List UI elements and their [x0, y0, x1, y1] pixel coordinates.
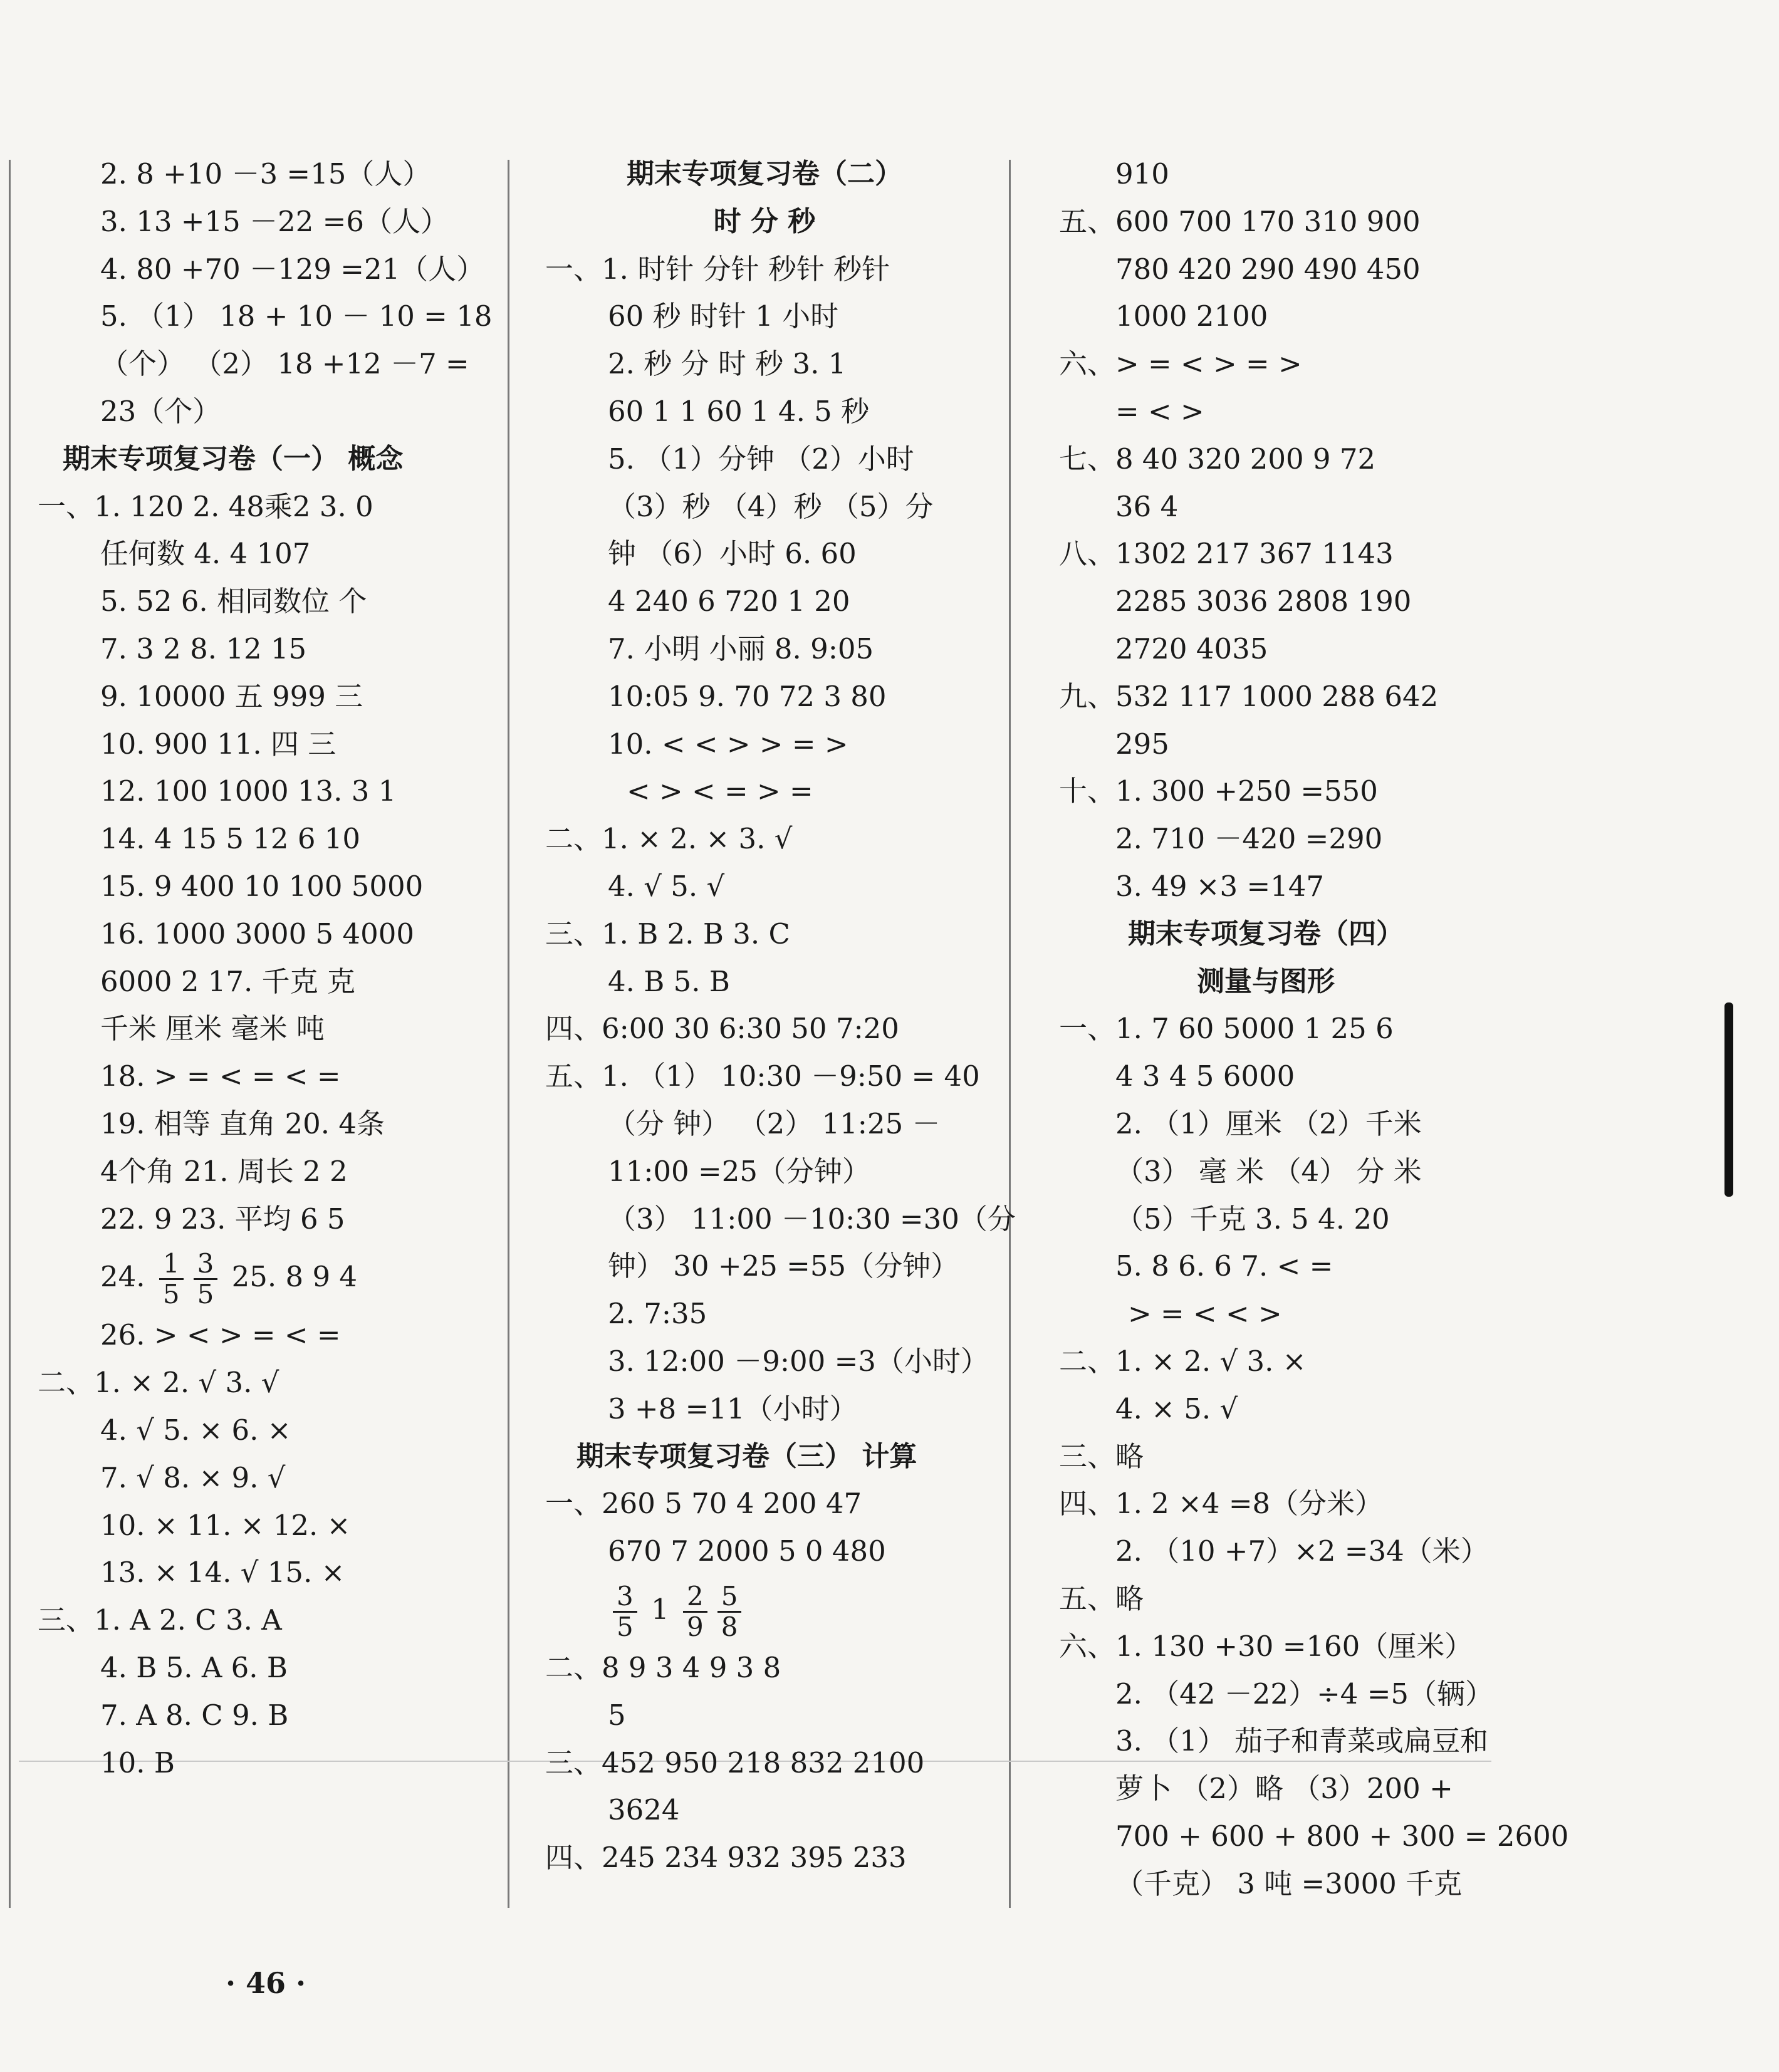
answer-line: 2720 4035 — [1115, 632, 1268, 665]
answer-line: 钟） 30 +25 =55（分钟） — [608, 1249, 959, 1283]
answer-line: （3）秒 （4）秒 （5）分 — [608, 489, 934, 523]
answer-line: 4. √ 5. × 6. × — [100, 1413, 291, 1447]
answer-line: 19. 相等 直角 20. 4条 — [100, 1106, 385, 1140]
answer-line: 5. （1）分钟 （2）小时 — [608, 442, 914, 476]
answer-line: 一、1. 时针 分针 秒针 秒针 — [545, 252, 890, 286]
answer-column-1 — [0, 150, 501, 1786]
answer-line: 7. 3 2 8. 12 15 — [100, 632, 307, 665]
section-heading: 期末专项复习卷（三） 计算 — [576, 1440, 917, 1472]
answer-line: 三、略 — [1059, 1439, 1144, 1473]
answer-line: 12. 100 1000 13. 3 1 — [100, 774, 397, 808]
answer-line — [0, 1242, 501, 1311]
answer-line: 60 秒 时针 1 小时 — [608, 299, 839, 333]
answer-line: 700 + 600 + 800 + 300 = 2600 — [1115, 1819, 1569, 1853]
answer-line: （个） （2） 18 +12 －7 = — [100, 347, 469, 381]
answer-line: = < > — [1115, 394, 1204, 428]
answer-line: 任何数 4. 4 107 — [100, 537, 311, 571]
fraction-numerator: 1 — [159, 1249, 184, 1280]
answer-line: 七、8 40 320 200 9 72 — [1059, 442, 1376, 476]
answer-line: 五、600 700 170 310 900 — [1059, 204, 1421, 238]
answer-line: 十、1. 300 +250 =550 — [1059, 774, 1378, 808]
answer-line: 4 240 6 720 1 20 — [608, 585, 850, 618]
answer-column-3 — [1028, 150, 1569, 1907]
fraction-numerator: 3 — [613, 1582, 637, 1613]
answer-line: 1000 2100 — [1115, 299, 1268, 333]
answer-line: 7. √ 8. × 9. √ — [100, 1460, 286, 1494]
answer-line: 二、8 9 3 4 9 3 8 — [545, 1650, 781, 1684]
answer-line: 295 — [1115, 727, 1169, 761]
page-number: · 46 · — [226, 1966, 306, 2000]
fraction — [194, 1249, 218, 1309]
answer-line: 2. （10 +7）×2 =34（米） — [1115, 1534, 1489, 1568]
answer-line: 5. 52 6. 相同数位 个 — [100, 585, 367, 618]
answer-line: < > < = > = — [627, 774, 813, 808]
answer-line: 五、1. （1） 10:30 －9:50 = 40 — [545, 1059, 980, 1093]
answer-line: 一、1. 7 60 5000 1 25 6 — [1059, 1012, 1394, 1046]
answer-line: 3. 13 +15 －22 =6（人） — [100, 204, 449, 238]
answer-line: 6000 2 17. 千克 克 — [100, 964, 355, 998]
answer-line: 4个角 21. 周长 2 2 — [100, 1154, 348, 1188]
answer-line: 九、532 117 1000 288 642 — [1059, 679, 1439, 713]
answer-line: 4. 80 +70 －129 =21（人） — [100, 252, 485, 286]
answer-line: （分 钟） （2） 11:25 － — [608, 1106, 941, 1140]
answer-line: 36 4 — [1115, 489, 1179, 523]
answer-line: 2285 3036 2808 190 — [1115, 585, 1412, 618]
answer-line: 2. 秒 分 时 秒 3. 1 — [608, 347, 847, 381]
answer-line: 2. （1）厘米 （2）千米 — [1115, 1106, 1422, 1140]
answer-line: > = < < > — [1128, 1297, 1282, 1331]
answer-line: （3） 11:00 －10:30 =30（分 — [608, 1202, 1016, 1236]
item-number: 24. — [100, 1260, 154, 1294]
answer-line: 4 3 4 5 6000 — [1115, 1059, 1295, 1093]
answer-line: 10:05 9. 70 72 3 80 — [608, 679, 887, 713]
answer-line: 22. 9 23. 平均 6 5 — [100, 1202, 345, 1236]
answer-line: 2. 710 －420 =290 — [1115, 822, 1383, 856]
answer-line: 14. 4 15 5 12 6 10 — [100, 822, 361, 856]
answer-line: 910 — [1115, 157, 1169, 190]
answer-line: 四、6:00 30 6:30 50 7:20 — [545, 1012, 899, 1046]
answer-line: 3 +8 =11（小时） — [608, 1392, 858, 1425]
answer-line: 二、1. × 2. √ 3. √ — [38, 1366, 279, 1400]
answer-line: 5. 8 6. 6 7. < = — [1115, 1249, 1333, 1283]
answer-line: 10. < < > > = > — [608, 727, 848, 761]
answer-text: 25. 8 9 4 — [222, 1260, 358, 1294]
answer-line: 780 420 290 490 450 — [1115, 252, 1421, 286]
section-heading: 测量与图形 — [1197, 965, 1335, 997]
section-heading: 期末专项复习卷（一） 概念 — [63, 442, 404, 475]
answer-value: 1 — [642, 1592, 678, 1626]
answer-line: 5 — [608, 1698, 626, 1732]
section-heading: 时 分 秒 — [713, 205, 816, 237]
column-divider-1 — [508, 160, 509, 1908]
section-heading: 期末专项复习卷（二） — [627, 158, 902, 190]
answer-line: 六、> = < > = > — [1059, 347, 1302, 381]
answer-line: 三、1. A 2. C 3. A — [38, 1603, 282, 1637]
fraction-numerator: 2 — [683, 1582, 707, 1613]
answer-line: 3624 — [608, 1793, 680, 1827]
answer-line: 一、1. 120 2. 48乘2 3. 0 — [38, 489, 373, 523]
answer-line: 千米 厘米 毫米 吨 — [100, 1012, 325, 1046]
answer-line: 三、452 950 218 832 2100 — [545, 1746, 925, 1779]
answer-line: （5）千克 3. 5 4. 20 — [1115, 1202, 1390, 1236]
answer-line: 10. 900 11. 四 三 — [100, 727, 336, 761]
binding-edge-mark — [1724, 1002, 1733, 1197]
answer-line: 4. × 5. √ — [1115, 1392, 1238, 1425]
answer-line: 一、260 5 70 4 200 47 — [545, 1487, 862, 1521]
answer-line: 23（个） — [100, 394, 221, 428]
answer-line: （千克） 3 吨 =3000 千克 — [1115, 1866, 1463, 1900]
answer-line: 10. B — [100, 1746, 175, 1779]
fraction — [717, 1582, 742, 1642]
answer-line: 3. 49 ×3 =147 — [1115, 869, 1325, 903]
answer-line: 26. > < > = < = — [100, 1318, 341, 1352]
answer-line: 4. B 5. B — [608, 964, 730, 998]
answer-line: 13. × 14. √ 15. × — [100, 1556, 345, 1590]
answer-line: 八、1302 217 367 1143 — [1059, 537, 1394, 571]
answer-line: 11:00 =25（分钟） — [608, 1154, 870, 1188]
answer-line: 7. A 8. C 9. B — [100, 1698, 289, 1732]
fraction-numerator: 5 — [717, 1582, 742, 1613]
answer-line: 4. B 5. A 6. B — [100, 1650, 288, 1684]
answer-line: 9. 10000 五 999 三 — [100, 679, 363, 713]
answer-line: 四、245 234 932 395 233 — [545, 1841, 907, 1875]
answer-line: 四、1. 2 ×4 =8（分米） — [1059, 1487, 1384, 1521]
fraction — [613, 1582, 637, 1642]
fraction-denominator: 5 — [197, 1279, 214, 1310]
answer-line: 670 7 2000 5 0 480 — [608, 1534, 886, 1568]
section-heading: 期末专项复习卷（四） — [1128, 917, 1404, 950]
answer-column-2 — [526, 150, 1016, 1882]
answer-line: 二、1. × 2. √ 3. × — [1059, 1344, 1307, 1378]
answer-line: 10. × 11. × 12. × — [100, 1508, 351, 1542]
answer-line: 二、1. × 2. × 3. √ — [545, 822, 793, 856]
answer-line: 2. 8 +10 －3 =15（人） — [100, 157, 431, 190]
answer-line: 2. （42 －22）÷4 =5（辆） — [1115, 1677, 1494, 1710]
answer-line: 5. （1） 18 + 10 － 10 = 18 — [100, 299, 493, 333]
answer-line: 3. （1） 茄子和青菜或扁豆和 — [1115, 1724, 1489, 1758]
answer-line: 六、1. 130 +30 =160（厘米） — [1059, 1629, 1473, 1663]
answer-line: （3） 毫 米 （4） 分 米 — [1115, 1154, 1422, 1188]
column-divider-2 — [1009, 160, 1011, 1908]
answer-line: 2. 7:35 — [608, 1297, 707, 1331]
answer-line — [526, 1575, 1003, 1644]
answer-line: 18. > = < = < = — [100, 1059, 341, 1093]
fraction-denominator: 8 — [721, 1611, 738, 1642]
answer-line: 五、略 — [1059, 1581, 1144, 1615]
fraction — [683, 1582, 707, 1642]
fraction-denominator: 5 — [162, 1279, 180, 1310]
answer-line: 三、1. B 2. B 3. C — [545, 917, 790, 950]
answer-line: 60 1 1 60 1 4. 5 秒 — [608, 394, 870, 428]
answer-line: 4. √ 5. √ — [608, 869, 725, 903]
answer-line: 萝卜 （2）略 （3）200 + — [1115, 1772, 1453, 1806]
answer-line: 15. 9 400 10 100 5000 — [100, 869, 424, 903]
fraction — [159, 1249, 184, 1309]
fraction-denominator: 5 — [617, 1611, 634, 1642]
answer-line: 7. 小明 小丽 8. 9:05 — [608, 632, 874, 665]
fraction-numerator: 3 — [194, 1249, 218, 1280]
fraction-denominator: 9 — [686, 1611, 704, 1642]
answer-line: 16. 1000 3000 5 4000 — [100, 917, 414, 950]
answer-line: 钟 （6）小时 6. 60 — [608, 537, 857, 571]
answer-line: 3. 12:00 －9:00 =3（小时） — [608, 1344, 989, 1378]
